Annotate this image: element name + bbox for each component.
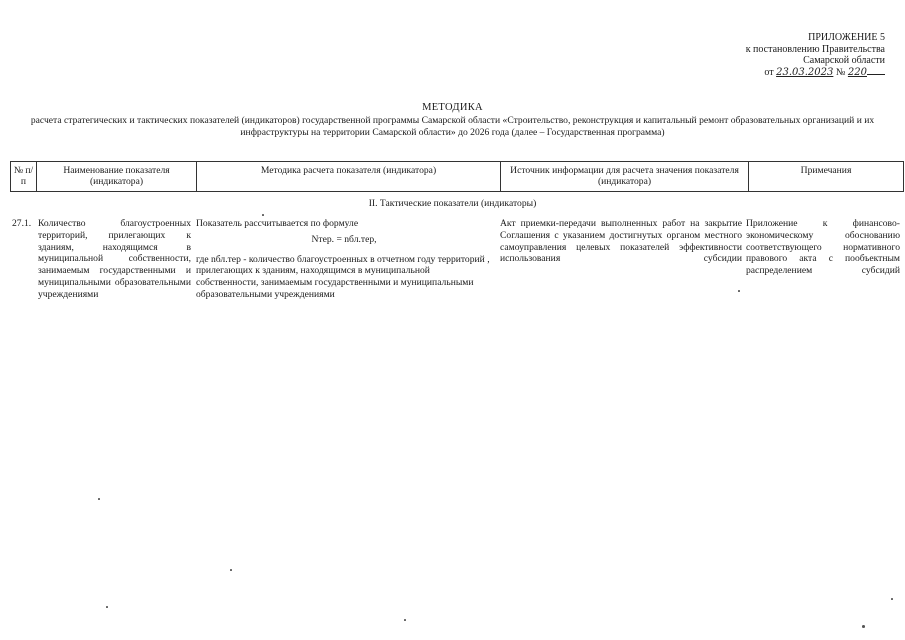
method-explanation: где nбл.тер - количество благоустроенных в отчетном году территорий , прилегающих к зданиям, находящимся в муниципальной собственности, занимаемым государственными и муниципальными образовательными учреждениями	[196, 253, 490, 300]
information-source: Акт приемки-передачи выполненных работ на закрытие Соглашения с указанием достигнутых органом местного самоуправления целевых показателей эффективности использования субсидии	[500, 218, 742, 265]
indicator-name: Количество благоустроенных территорий, прилегающих к зданиям, находящимся в муниципальной собственности, занимаемым государственными и муниципальными образовательными учреждениями	[38, 218, 191, 300]
scan-speck	[106, 606, 108, 608]
header-indicator-name: Наименование показателя (индикатора)	[37, 162, 197, 192]
method-intro: Показатель рассчитывается по формуле	[196, 218, 359, 229]
methodology-table-header	[10, 161, 904, 192]
scan-speck	[891, 598, 893, 600]
header-number: № п/п	[11, 162, 37, 192]
header-notes: Примечания	[749, 162, 904, 192]
scan-speck	[862, 625, 865, 628]
date-prefix: от	[764, 66, 774, 78]
scan-speck	[404, 619, 406, 621]
method-formula: Nтер. = nбл.тер,	[311, 233, 377, 245]
row-number: 27.1.	[12, 218, 32, 229]
notes: Приложение к финансово-экономическому обоснованию соответствующего нормативного правового акта с пообъектным распределением субсидий	[746, 218, 900, 277]
handwritten-number: 220	[847, 66, 867, 78]
header-calculation-method: Методика расчета показателя (индикатора)	[197, 162, 501, 192]
scan-speck	[738, 290, 740, 292]
appendix-date-line	[746, 67, 885, 79]
scan-speck	[230, 569, 232, 571]
appendix-reference: к постановлению Правительства	[745, 43, 885, 55]
header-row	[11, 162, 904, 192]
calculation-method	[196, 218, 492, 301]
document-subtitle: расчета стратегических и тактических показателей (индикаторов) государственной программы Самарской области «Строительство, реконструкция и капитальный ремонт образовательных организаций и их инфраструктуры на территории Самарской области» до 2026 года (далее – Государственная программа)	[30, 115, 875, 138]
scan-speck	[98, 498, 100, 500]
appendix-block	[746, 32, 885, 78]
handwritten-date: 23.03.2023	[776, 66, 834, 78]
document-title: МЕТОДИКА	[422, 102, 483, 113]
number-prefix: №	[835, 66, 846, 78]
appendix-region: Самарской области	[803, 55, 885, 66]
appendix-title: ПРИЛОЖЕНИЕ 5	[808, 32, 885, 43]
header-information-source: Источник информации для расчета значения показателя (индикатора)	[501, 162, 749, 192]
number-underline	[867, 74, 885, 75]
section-heading: II. Тактические показатели (индикаторы)	[368, 198, 537, 209]
scan-speck	[262, 214, 264, 216]
